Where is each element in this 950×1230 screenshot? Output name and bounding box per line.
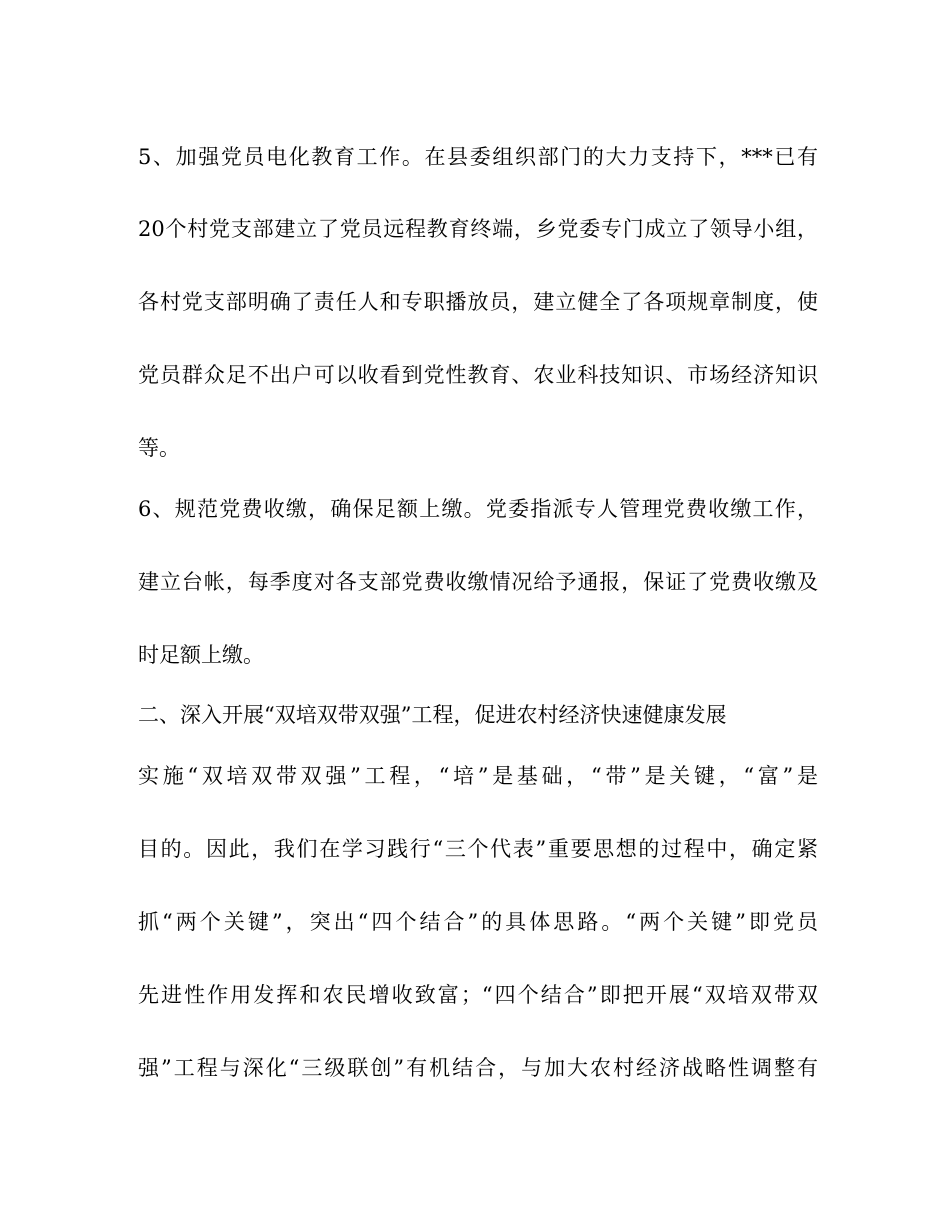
- text-line: 目的。因此，我们在学习践行“三个代表”重要思想的过程中，确定紧: [138, 837, 818, 861]
- text-line: 5、加强党员电化教育工作。在县委组织部门的大力支持下，***已有: [138, 145, 818, 169]
- text-line: 党员群众足不出户可以收看到党性教育、农业科技知识、市场经济知识: [138, 363, 818, 387]
- text-line: 建立台帐，每季度对各支部党费收缴情况给予通报，保证了党费收缴及: [138, 570, 818, 594]
- text-line: 各村党支部明确了责任人和专职播放员，建立健全了各项规章制度，使: [138, 290, 818, 314]
- section-heading: 二、深入开展“双培双带双强”工程，促进农村经济快速健康发展: [138, 703, 727, 727]
- text-line: 先进性作用发挥和农民增收致富；“四个结合”即把开展“双培双带双: [138, 983, 818, 1007]
- text-line: 抓“两个关键”，突出“四个结合”的具体思路。“两个关键”即党员: [138, 910, 818, 934]
- text-line: 20个村党支部建立了党员远程教育终端，乡党委专门成立了领导小组，: [138, 217, 818, 241]
- text-line: 6、规范党费收缴，确保足额上缴。党委指派专人管理党费收缴工作，: [138, 497, 818, 521]
- text-line: 实施“双培双带双强”工程，“培”是基础，“带”是关键，“富”是: [138, 764, 818, 788]
- text-line: 等。: [138, 436, 180, 460]
- text-line: 时足额上缴。: [138, 643, 264, 667]
- text-line: 强”工程与深化“三级联创”有机结合，与加大农村经济战略性调整有: [138, 1056, 818, 1080]
